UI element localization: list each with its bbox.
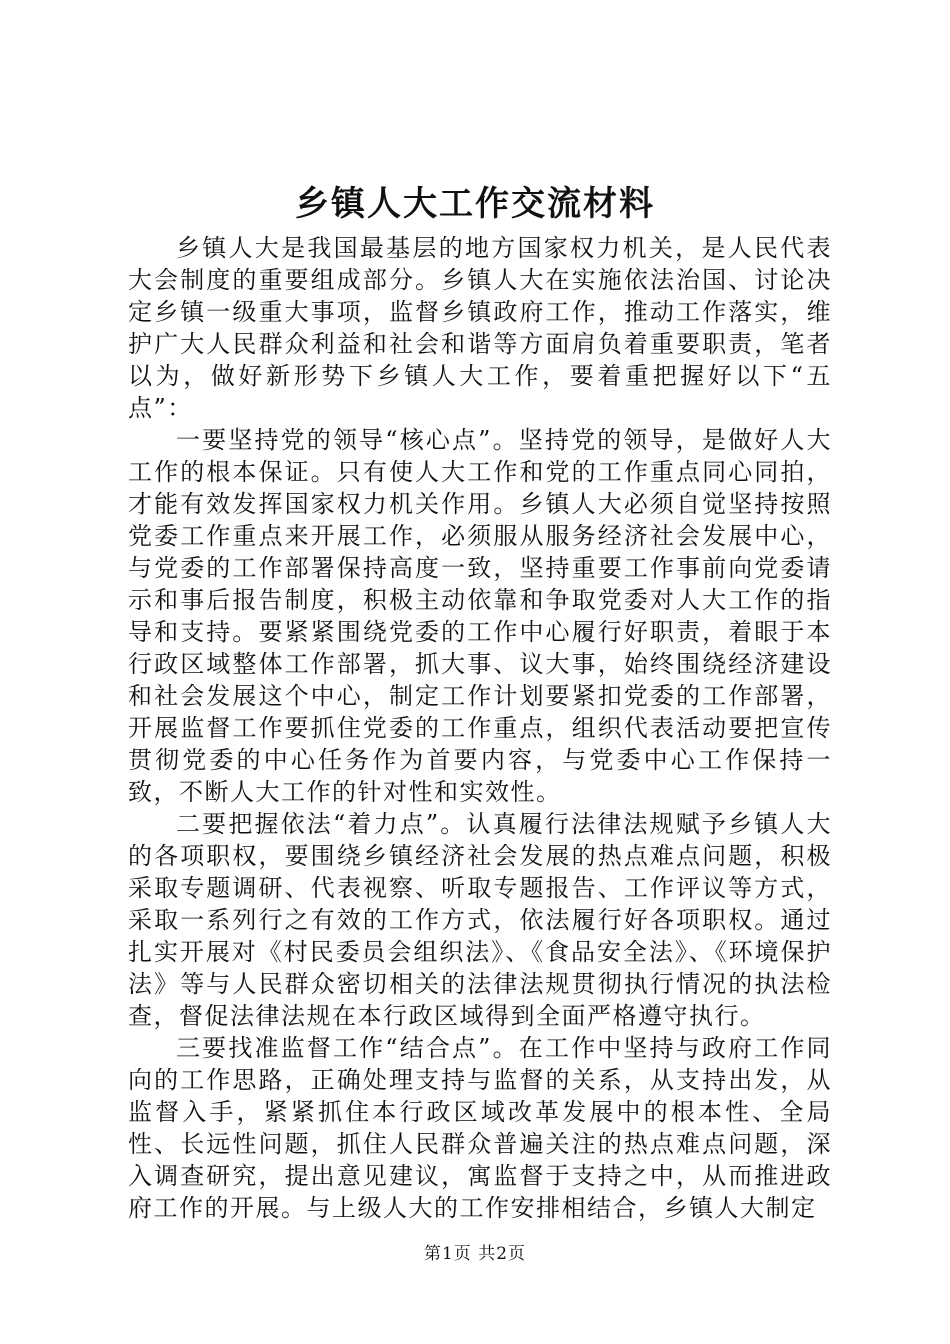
page-number-footer: 第1页 共2页 bbox=[423, 1244, 527, 1264]
paragraph-point-three: 三要找准监督工作“结合点”。在工作中坚持与政府工作同向的工作思路，正确处理支持与监督的关系，从支持出发，从监督入手，紧紧抓住本行政区域改革发展中的根本性、全局性、长远性问题，抓住人民群众普遍关注的热点难点问题，深入调查研究，提出意见建议，寓监督于支持之中，从而推进政府工作的开展。与上级人大的工作安排相结合，乡镇人大制定 bbox=[128, 1034, 832, 1222]
paragraph-point-two: 二要把握依法“着力点”。认真履行法律法规赋予乡镇人大的各项职权，要围绕乡镇经济社会发展的热点难点问题，积极采取专题调研、代表视察、听取专题报告、工作评议等方式，采取一系列行之有效的工作方式，依法履行好各项职权。通过扎实开展对《村民委员会组织法》、《食品安全法》、《环境保护法》等与人民群众密切相关的法律法规贯彻执行情况的执法检查，督促法律法规在本行政区域得到全面严格遵守执行。 bbox=[128, 810, 832, 1030]
document-body bbox=[128, 232, 832, 1224]
paragraph-point-one: 一要坚持党的领导“核心点”。坚持党的领导，是做好人大工作的根本保证。只有使人大工作和党的工作重点同心同拍，才能有效发挥国家权力机关作用。乡镇人大必须自觉坚持按照党委工作重点来开展工作，必须服从服务经济社会发展中心，与党委的工作部署保持高度一致，坚持重要工作事前向党委请示和事后报告制度，积极主动依靠和争取党委对人大工作的指导和支持。要紧紧围绕党委的工作中心履行好职责，着眼于本行政区域整体工作部署，抓大事、议大事，始终围绕经济建设和社会发展这个中心，制定工作计划要紧扣党委的工作部署，开展监督工作要抓住党委的工作重点，组织代表活动要把宣传贯彻党委的中心任务作为首要内容，与党委中心工作保持一致，不断人大工作的针对性和实效性。 bbox=[128, 426, 832, 806]
paragraph-intro: 乡镇人大是我国最基层的地方国家权力机关，是人民代表大会制度的重要组成部分。乡镇人大在实施依法治国、讨论决定乡镇一级重大事项，监督乡镇政府工作，推动工作落实，维护广大人民群众利益和社会和谐等方面肩负着重要职责，笔者以为，做好新形势下乡镇人大工作，要着重把握好以下“五点”： bbox=[128, 234, 832, 422]
document-title: 乡镇人大工作交流材料 bbox=[295, 184, 655, 224]
